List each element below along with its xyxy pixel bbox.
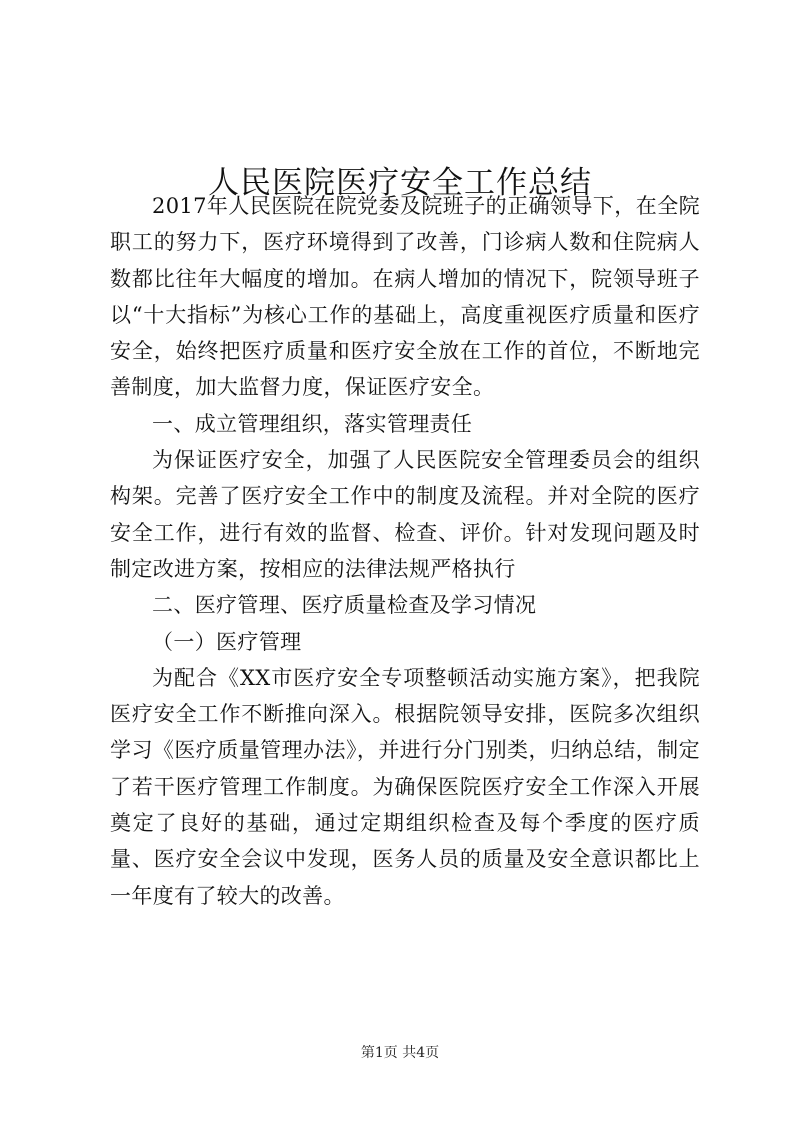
subsection-1-paragraph: 为配合《XX市医疗安全专项整顿活动实施方案》，把我院医疗安全工作不断推向深入。根据院领导安排，医院多次组织学习《医疗质量管理办法》，并进行分门别类，归纳总结，制定了若干医疗管理工作制度。为确保医院医疗安全工作深入开展奠定了良好的基础，通过定期组织检查及每个季度的医疗质量、医疗安全会议中发现，医务人员的质量及安全意识都比上一年度有了较大的改善。 (110, 665, 700, 908)
intro-paragraph: 2017年人民医院在院党委及院班子的正确领导下，在全院职工的努力下，医疗环境得到了改善，门诊病人数和住院病人数都比往年大幅度的增加。在病人增加的情况下，院领导班子以“十大指标”为核心工作的基础上，高度重视医疗质量和医疗安全，始终把医疗质量和医疗安全放在工作的首位，不断地完善制度，加大监督力度，保证医疗安全。 (110, 194, 700, 400)
subsection-heading-1: （一）医疗管理 (152, 629, 302, 654)
document-body (110, 188, 700, 914)
document-title: 人民医院医疗安全工作总结 (208, 164, 592, 201)
page-number-footer: 第1页 共4页 (360, 1045, 440, 1061)
section-heading-2: 二、医疗管理、医疗质量检查及学习情况 (152, 593, 537, 618)
section-1-paragraph: 为保证医疗安全，加强了人民医院安全管理委员会的组织构架。完善了医疗安全工作中的制度及流程。并对全院的医疗安全工作，进行有效的监督、检查、评价。针对发现问题及时制定改进方案，按相应的法律法规严格执行 (110, 448, 700, 581)
section-heading-1: 一、成立管理组织，落实管理责任 (152, 411, 473, 436)
